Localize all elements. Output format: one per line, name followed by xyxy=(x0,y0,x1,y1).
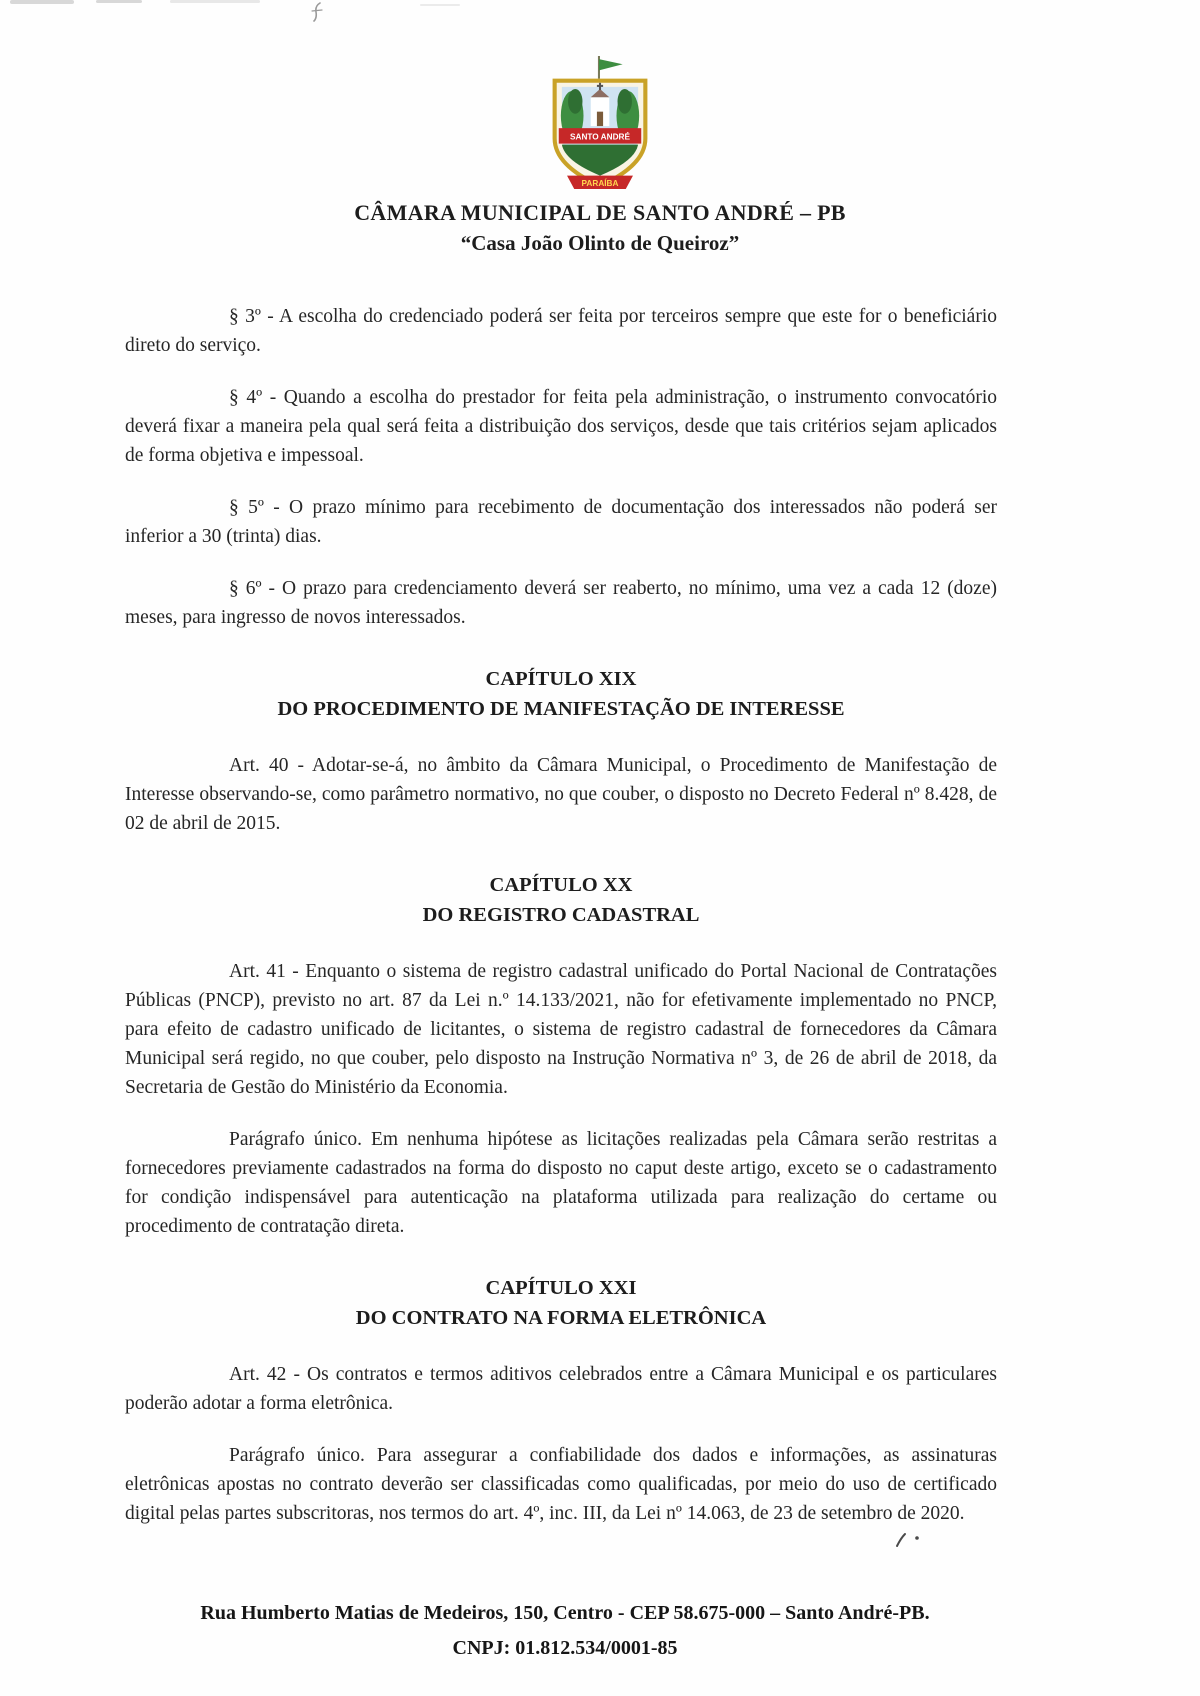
scan-artifact xyxy=(10,0,74,4)
chapter-title: DO PROCEDIMENTO DE MANIFESTAÇÃO DE INTERESSE xyxy=(277,698,845,720)
logo-foliage-left-dark xyxy=(568,89,582,114)
chapter-number: CAPÍTULO XIX xyxy=(485,668,637,690)
logo-banner-top-label: SANTO ANDRÉ xyxy=(570,132,630,142)
chapter-xxi-heading xyxy=(125,1273,997,1333)
logo-flag xyxy=(599,59,623,70)
footer-cnpj: CNPJ: 01.812.534/0001-85 xyxy=(452,1637,678,1659)
document-body xyxy=(125,302,997,1528)
org-title: CÂMARA MUNICIPAL DE SANTO ANDRÉ – PB xyxy=(354,200,846,225)
chapter-number: CAPÍTULO XXI xyxy=(485,1277,637,1299)
chapter-xix-heading xyxy=(125,664,997,724)
article-41-sole-paragraph: Parágrafo único. Em nenhuma hipótese as licitações realizadas pela Câmara serão restritas a fornecedores previamente cadastrados na forma do disposto no caput deste artigo, exceto se o cadastramento for condição indispensável para autenticação na plataforma utilizada para realização do certame ou procedimento de contratação direta. xyxy=(125,1129,997,1237)
article-42-sole-paragraph: Parágrafo único. Para assegurar a confiabilidade dos dados e informações, as assinaturas eletrônicas apostas no contrato deverão ser classificadas como qualificadas, por meio do uso de certificado digital pelas partes subscritoras, nos termos do art. 4º, inc. III, da Lei nº 14.063, de 23 de setembro de 2020. xyxy=(125,1445,997,1524)
logo-banner-bottom-label: PARAÍBA xyxy=(581,178,619,188)
pen-mark-artifact xyxy=(310,2,326,22)
chapter-title: DO REGISTRO CADASTRAL xyxy=(422,904,700,926)
paragraph-section-4: § 4º - Quando a escolha do prestador for feita pela administração, o instrumento convocatório deverá fixar a maneira pela qual será feita a distribuição dos serviços, desde que tais critérios sejam aplicados de forma objetiva e impessoal. xyxy=(125,387,997,466)
paragraph-section-3: § 3º - A escolha do credenciado poderá ser feita por terceiros sempre que este for o beneficiário direto do serviço. xyxy=(125,306,997,356)
article-42-paragraph: Art. 42 - Os contratos e termos aditivos celebrados entre a Câmara Municipal e os particulares poderão adotar a forma eletrônica. xyxy=(125,1364,997,1414)
paragraph-section-5: § 5º - O prazo mínimo para recebimento de documentação dos interessados não poderá ser inferior a 30 (trinta) dias. xyxy=(125,497,997,547)
scan-artifact xyxy=(170,0,260,3)
chapter-number: CAPÍTULO XX xyxy=(489,874,633,896)
org-subtitle: “Casa João Olinto de Queiroz” xyxy=(460,231,740,255)
paragraph-section-6: § 6º - O prazo para credenciamento deverá ser reaberto, no mínimo, uma vez a cada 12 (doze) meses, para ingresso de novos interessados. xyxy=(125,578,997,628)
pen-tick-artifact xyxy=(893,1528,927,1554)
article-41-paragraph: Art. 41 - Enquanto o sistema de registro cadastral unificado do Portal Nacional de Contratações Públicas (PNCP), previsto no art. 87 da Lei n.º 14.133/2021, não for efetivamente implementado no PNCP, para efeito de cadastro unificado de licitantes, o sistema de registro cadastral de fornecedores da Câmara Municipal será regido, no que couber, pelo disposto na Instrução Normativa nº 3, de 26 de abril de 2018, da Secretaria de Gestão do Ministério da Economia. xyxy=(125,961,997,1098)
scan-artifact xyxy=(96,0,142,3)
logo-church-door xyxy=(597,112,603,126)
chapter-title: DO CONTRATO NA FORMA ELETRÔNICA xyxy=(355,1307,767,1329)
chapter-xx-heading xyxy=(125,870,997,930)
footer-address: Rua Humberto Matias de Medeiros, 150, Centro - CEP 58.675-000 – Santo André-PB. xyxy=(200,1602,930,1624)
article-40-paragraph: Art. 40 - Adotar-se-á, no âmbito da Câmara Municipal, o Procedimento de Manifestação de Interesse observando-se, como parâmetro normativo, no que couber, o disposto no Decreto Federal nº 8.428, de 02 de abril de 2015. xyxy=(125,755,997,834)
scan-artifact xyxy=(420,4,460,6)
logo-foliage-right-dark xyxy=(618,89,632,114)
document-header xyxy=(0,0,1200,256)
coat-of-arms-logo xyxy=(537,56,663,190)
document-footer xyxy=(0,1596,1130,1666)
